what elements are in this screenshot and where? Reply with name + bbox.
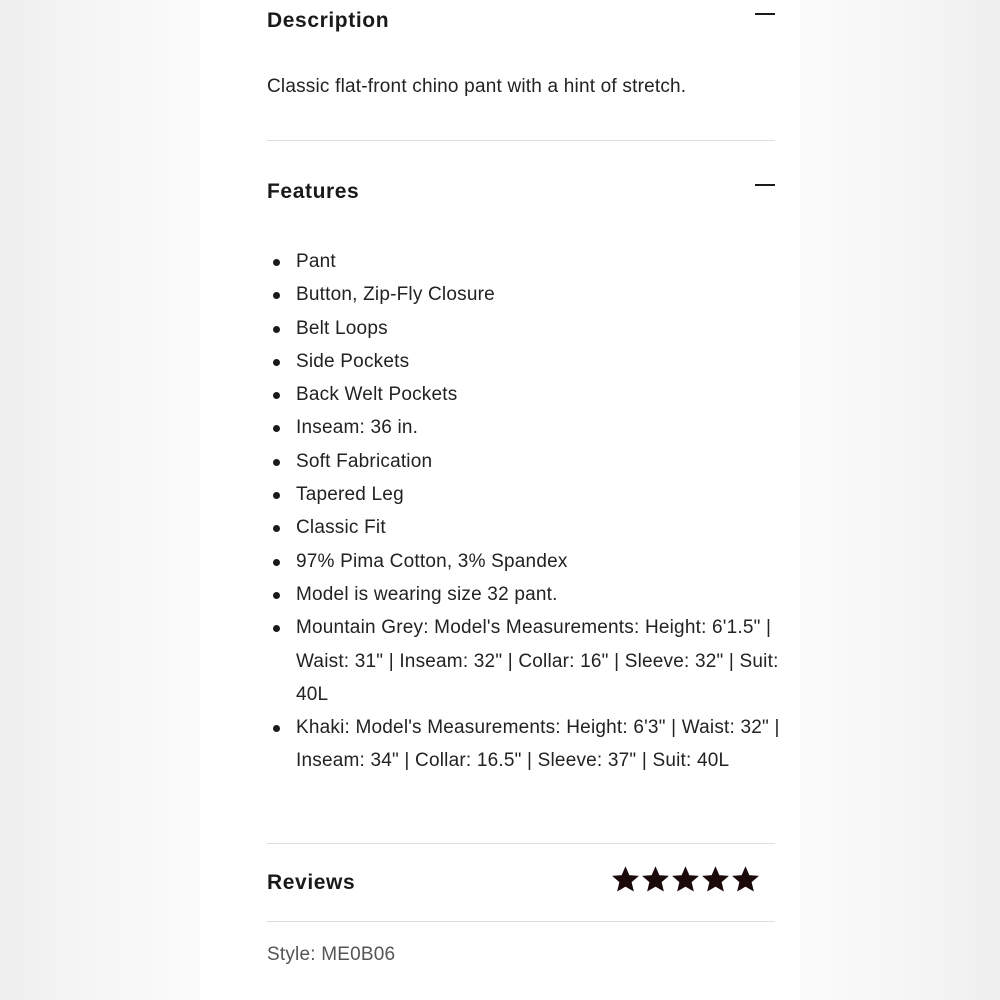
feature-item: Khaki: Model's Measurements: Height: 6'3" | Waist: 32" | Inseam: 34" | Collar: 16.5" | Sleeve: 37" | Suit: 40L bbox=[267, 711, 787, 778]
feature-item: Back Welt Pockets bbox=[267, 378, 787, 411]
feature-item: Button, Zip-Fly Closure bbox=[267, 278, 787, 311]
star-icon[interactable] bbox=[642, 866, 669, 893]
star-icon[interactable] bbox=[702, 866, 729, 893]
reviews-title: Reviews bbox=[267, 871, 356, 894]
star-icon[interactable] bbox=[672, 866, 699, 893]
feature-item: Belt Loops bbox=[267, 312, 787, 345]
features-header[interactable] bbox=[267, 180, 775, 204]
divider bbox=[267, 843, 775, 844]
feature-item: Inseam: 36 in. bbox=[267, 411, 787, 444]
features-list bbox=[267, 245, 787, 778]
feature-item: Side Pockets bbox=[267, 345, 787, 378]
collapse-minus-icon[interactable] bbox=[755, 13, 775, 15]
feature-item: Soft Fabrication bbox=[267, 445, 787, 478]
description-title: Description bbox=[267, 9, 390, 32]
star-icon[interactable] bbox=[612, 866, 639, 893]
description-header[interactable] bbox=[267, 9, 775, 33]
feature-item: Mountain Grey: Model's Measurements: Height: 6'1.5" | Waist: 31" | Inseam: 32" | Collar: 16" | Sleeve: 32" | Suit: 40L bbox=[267, 611, 787, 711]
divider bbox=[267, 921, 775, 922]
feature-item: 97% Pima Cotton, 3% Spandex bbox=[267, 545, 787, 578]
star-icon[interactable] bbox=[732, 866, 759, 893]
feature-item: Tapered Leg bbox=[267, 478, 787, 511]
feature-item: Classic Fit bbox=[267, 511, 787, 544]
star-rating[interactable] bbox=[612, 866, 759, 893]
collapse-minus-icon[interactable] bbox=[755, 184, 775, 186]
description-text: Classic flat-front chino pant with a hint of stretch. bbox=[267, 76, 687, 97]
style-number: Style: ME0B06 bbox=[267, 944, 396, 965]
feature-item: Model is wearing size 32 pant. bbox=[267, 578, 787, 611]
features-title: Features bbox=[267, 180, 360, 203]
divider bbox=[267, 140, 775, 141]
product-details-panel bbox=[200, 0, 800, 1000]
feature-item: Pant bbox=[267, 245, 787, 278]
